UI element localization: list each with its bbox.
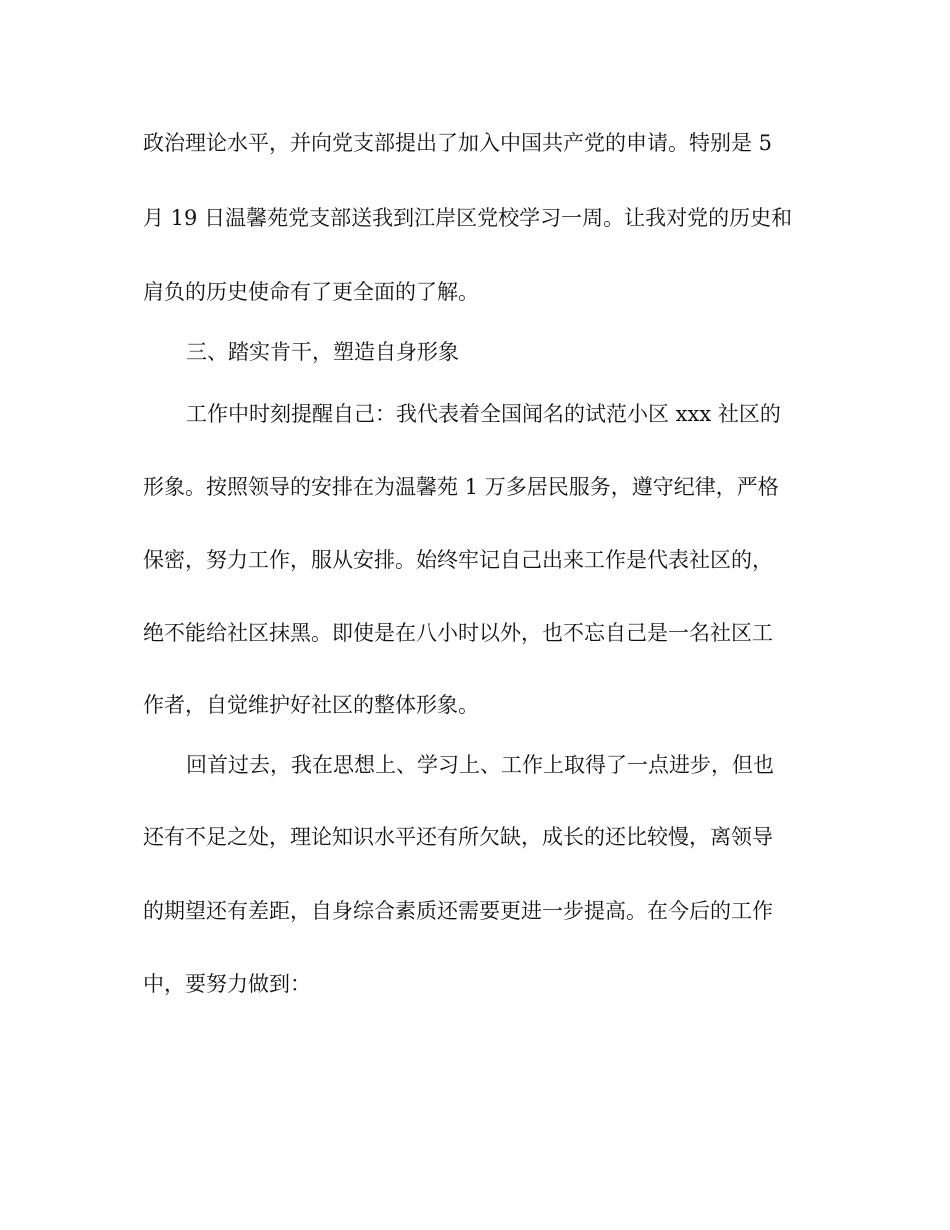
paragraph-3-line-4: 中，要努力做到： [143, 972, 311, 996]
paragraph-1-line-1: 政治理论水平，并向党支部提出了加入中国共产党的申请。特别是 5 [143, 131, 773, 155]
paragraph-2-line-3: 保密，努力工作，服从安排。始终牢记自己出来工作是代表社区的， [143, 548, 773, 572]
paragraph-1-line-2: 月 19 日温馨苑党支部送我到江岸区党校学习一周。让我对党的历史和 [143, 206, 793, 230]
paragraph-2-line-4: 绝不能给社区抹黑。即使是在八小时以外，也不忘自己是一名社区工 [143, 621, 773, 645]
paragraph-3-line-2: 还有不足之处，理论知识水平还有所欠缺，成长的还比较慢，离领导 [143, 825, 773, 849]
paragraph-2-line-5: 作者，自觉维护好社区的整体形象。 [143, 693, 479, 717]
paragraph-2-line-1: 工作中时刻提醒自己：我代表着全国闻名的试范小区 xxx 社区的 [186, 402, 781, 426]
paragraph-2-line-2: 形象。按照领导的安排在为温馨苑 1 万多居民服务，遵守纪律，严格 [143, 475, 779, 499]
paragraph-3-line-1: 回首过去，我在思想上、学习上、工作上取得了一点进步，但也 [186, 753, 774, 777]
paragraph-1-line-3: 肩负的历史使命有了更全面的了解。 [143, 280, 479, 304]
section-heading: 三、踏实肯干，塑造自身形象 [186, 340, 459, 364]
paragraph-3-line-3: 的期望还有差距，自身综合素质还需要更进一步提高。在今后的工作 [143, 899, 773, 923]
